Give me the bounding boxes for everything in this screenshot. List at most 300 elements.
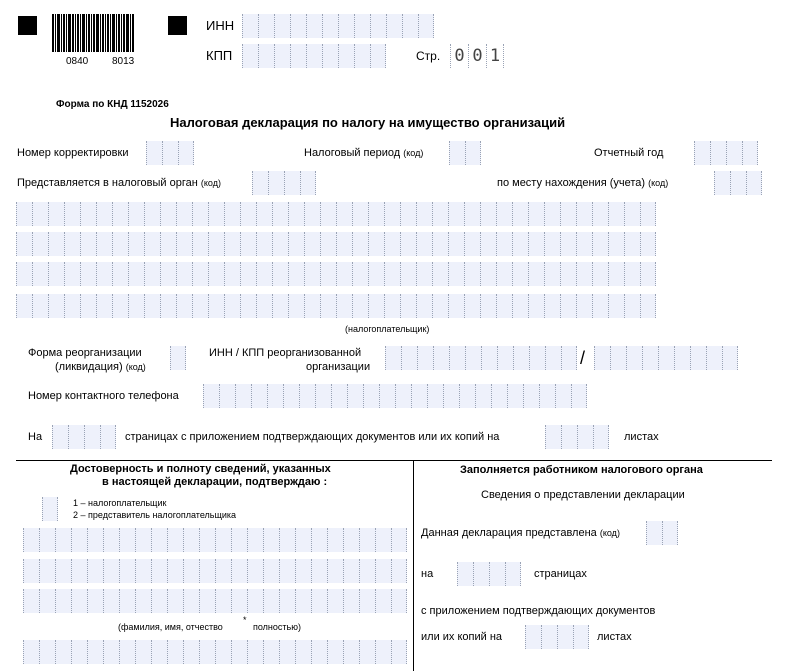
char-cell[interactable] bbox=[714, 171, 730, 195]
char-cell[interactable] bbox=[231, 640, 247, 664]
char-cell[interactable] bbox=[224, 262, 240, 286]
char-cell[interactable] bbox=[658, 346, 674, 370]
char-cell[interactable] bbox=[327, 559, 343, 583]
char-cell[interactable] bbox=[55, 640, 71, 664]
char-cell[interactable] bbox=[32, 262, 48, 286]
char-cell[interactable] bbox=[103, 528, 119, 552]
char-cell[interactable] bbox=[327, 528, 343, 552]
char-cell[interactable] bbox=[240, 262, 256, 286]
char-cell[interactable] bbox=[576, 262, 592, 286]
char-cell[interactable] bbox=[242, 14, 258, 38]
char-cell[interactable] bbox=[359, 528, 375, 552]
char-cell[interactable] bbox=[541, 625, 557, 649]
char-cell[interactable] bbox=[183, 559, 199, 583]
char-cell[interactable] bbox=[192, 202, 208, 226]
char-cell[interactable] bbox=[608, 262, 624, 286]
char-cell[interactable] bbox=[183, 589, 199, 613]
char-cell[interactable] bbox=[96, 232, 112, 256]
char-cell[interactable] bbox=[443, 384, 459, 408]
char-cell[interactable] bbox=[263, 589, 279, 613]
char-cell[interactable] bbox=[119, 559, 135, 583]
char-cell[interactable] bbox=[215, 640, 231, 664]
char-cell[interactable] bbox=[199, 528, 215, 552]
taxpayer-name-row-3[interactable] bbox=[16, 262, 656, 286]
char-cell[interactable] bbox=[545, 346, 561, 370]
char-cell[interactable] bbox=[489, 562, 505, 586]
char-cell[interactable] bbox=[256, 232, 272, 256]
char-cell[interactable] bbox=[306, 14, 322, 38]
char-cell[interactable] bbox=[545, 425, 561, 449]
char-cell[interactable] bbox=[128, 232, 144, 256]
char-cell[interactable] bbox=[39, 528, 55, 552]
char-cell[interactable] bbox=[528, 262, 544, 286]
char-cell[interactable] bbox=[368, 232, 384, 256]
char-cell[interactable] bbox=[42, 497, 58, 521]
kpp-field[interactable] bbox=[242, 44, 386, 68]
char-cell[interactable] bbox=[96, 202, 112, 226]
char-cell[interactable] bbox=[192, 262, 208, 286]
char-cell[interactable] bbox=[433, 346, 449, 370]
char-cell[interactable] bbox=[219, 384, 235, 408]
char-cell[interactable] bbox=[16, 202, 32, 226]
char-cell[interactable] bbox=[119, 640, 135, 664]
char-cell[interactable] bbox=[359, 640, 375, 664]
signer-type-field[interactable] bbox=[42, 497, 58, 521]
char-cell[interactable] bbox=[400, 262, 416, 286]
char-cell[interactable] bbox=[375, 640, 391, 664]
char-cell[interactable] bbox=[432, 262, 448, 286]
char-cell[interactable] bbox=[52, 425, 68, 449]
char-cell[interactable] bbox=[571, 384, 587, 408]
char-cell[interactable] bbox=[183, 640, 199, 664]
char-cell[interactable] bbox=[48, 294, 64, 318]
char-cell[interactable] bbox=[730, 171, 746, 195]
char-cell[interactable] bbox=[199, 589, 215, 613]
char-cell[interactable] bbox=[55, 589, 71, 613]
char-cell[interactable] bbox=[417, 346, 433, 370]
char-cell[interactable] bbox=[315, 384, 331, 408]
char-cell[interactable] bbox=[694, 141, 710, 165]
char-cell[interactable] bbox=[338, 44, 354, 68]
char-cell[interactable] bbox=[640, 294, 656, 318]
char-cell[interactable] bbox=[112, 262, 128, 286]
char-cell[interactable] bbox=[160, 202, 176, 226]
char-cell[interactable] bbox=[80, 262, 96, 286]
char-cell[interactable] bbox=[96, 294, 112, 318]
char-cell[interactable] bbox=[352, 294, 368, 318]
char-cell[interactable] bbox=[80, 232, 96, 256]
char-cell[interactable] bbox=[160, 232, 176, 256]
char-cell[interactable] bbox=[544, 262, 560, 286]
char-cell[interactable] bbox=[151, 640, 167, 664]
char-cell[interactable] bbox=[512, 294, 528, 318]
char-cell[interactable] bbox=[646, 521, 662, 545]
char-cell[interactable] bbox=[411, 384, 427, 408]
char-cell[interactable] bbox=[336, 232, 352, 256]
char-cell[interactable] bbox=[726, 141, 742, 165]
char-cell[interactable] bbox=[162, 141, 178, 165]
char-cell[interactable] bbox=[178, 141, 194, 165]
char-cell[interactable] bbox=[300, 171, 316, 195]
char-cell[interactable] bbox=[480, 232, 496, 256]
char-cell[interactable] bbox=[283, 384, 299, 408]
char-cell[interactable] bbox=[555, 384, 571, 408]
char-cell[interactable] bbox=[256, 262, 272, 286]
char-cell[interactable] bbox=[16, 232, 32, 256]
char-cell[interactable] bbox=[577, 425, 593, 449]
char-cell[interactable] bbox=[480, 294, 496, 318]
char-cell[interactable] bbox=[32, 294, 48, 318]
char-cell[interactable] bbox=[299, 384, 315, 408]
char-cell[interactable] bbox=[480, 262, 496, 286]
char-cell[interactable] bbox=[311, 559, 327, 583]
char-cell[interactable] bbox=[288, 232, 304, 256]
char-cell[interactable] bbox=[208, 294, 224, 318]
char-cell[interactable] bbox=[359, 589, 375, 613]
char-cell[interactable] bbox=[48, 202, 64, 226]
char-cell[interactable] bbox=[352, 262, 368, 286]
char-cell[interactable] bbox=[592, 262, 608, 286]
char-cell[interactable] bbox=[23, 640, 39, 664]
char-cell[interactable] bbox=[274, 14, 290, 38]
char-cell[interactable] bbox=[491, 384, 507, 408]
char-cell[interactable] bbox=[464, 232, 480, 256]
char-cell[interactable] bbox=[322, 44, 338, 68]
char-cell[interactable] bbox=[183, 528, 199, 552]
char-cell[interactable] bbox=[215, 559, 231, 583]
char-cell[interactable] bbox=[496, 202, 512, 226]
char-cell[interactable] bbox=[320, 202, 336, 226]
char-cell[interactable] bbox=[481, 346, 497, 370]
char-cell[interactable] bbox=[449, 141, 465, 165]
char-cell[interactable] bbox=[167, 559, 183, 583]
char-cell[interactable] bbox=[100, 425, 116, 449]
char-cell[interactable] bbox=[274, 44, 290, 68]
char-cell[interactable] bbox=[507, 384, 523, 408]
char-cell[interactable] bbox=[343, 559, 359, 583]
char-cell[interactable] bbox=[224, 232, 240, 256]
char-cell[interactable] bbox=[215, 589, 231, 613]
char-cell[interactable] bbox=[272, 294, 288, 318]
char-cell[interactable] bbox=[626, 346, 642, 370]
char-cell[interactable] bbox=[418, 14, 434, 38]
char-cell[interactable] bbox=[375, 528, 391, 552]
char-cell[interactable] bbox=[594, 346, 610, 370]
char-cell[interactable] bbox=[576, 232, 592, 256]
char-cell[interactable] bbox=[624, 294, 640, 318]
char-cell[interactable] bbox=[256, 294, 272, 318]
char-cell[interactable] bbox=[87, 528, 103, 552]
char-cell[interactable] bbox=[352, 232, 368, 256]
char-cell[interactable] bbox=[746, 171, 762, 195]
char-cell[interactable] bbox=[80, 202, 96, 226]
char-cell[interactable] bbox=[416, 232, 432, 256]
char-cell[interactable] bbox=[624, 262, 640, 286]
char-cell[interactable] bbox=[385, 346, 401, 370]
char-cell[interactable] bbox=[690, 346, 706, 370]
char-cell[interactable] bbox=[71, 528, 87, 552]
char-cell[interactable] bbox=[96, 262, 112, 286]
char-cell[interactable] bbox=[529, 346, 545, 370]
char-cell[interactable] bbox=[560, 262, 576, 286]
char-cell[interactable] bbox=[231, 559, 247, 583]
char-cell[interactable] bbox=[290, 14, 306, 38]
char-cell[interactable] bbox=[199, 640, 215, 664]
char-cell[interactable] bbox=[391, 528, 407, 552]
char-cell[interactable] bbox=[640, 232, 656, 256]
char-cell[interactable] bbox=[112, 294, 128, 318]
char-cell[interactable] bbox=[267, 384, 283, 408]
char-cell[interactable] bbox=[375, 589, 391, 613]
char-cell[interactable] bbox=[432, 202, 448, 226]
char-cell[interactable] bbox=[235, 384, 251, 408]
char-cell[interactable] bbox=[338, 14, 354, 38]
char-cell[interactable] bbox=[457, 562, 473, 586]
char-cell[interactable] bbox=[295, 640, 311, 664]
char-cell[interactable] bbox=[208, 202, 224, 226]
page-number-field[interactable] bbox=[450, 44, 504, 68]
char-cell[interactable] bbox=[432, 232, 448, 256]
char-cell[interactable] bbox=[48, 232, 64, 256]
char-cell[interactable] bbox=[247, 640, 263, 664]
char-cell[interactable] bbox=[32, 202, 48, 226]
char-cell[interactable] bbox=[640, 262, 656, 286]
char-cell[interactable] bbox=[258, 44, 274, 68]
char-cell[interactable] bbox=[80, 294, 96, 318]
char-cell[interactable] bbox=[135, 559, 151, 583]
char-cell[interactable] bbox=[268, 171, 284, 195]
char-cell[interactable] bbox=[561, 346, 577, 370]
reorg-kpp-field[interactable] bbox=[594, 346, 738, 370]
inn-field[interactable] bbox=[242, 14, 434, 38]
char-cell[interactable] bbox=[199, 559, 215, 583]
char-cell[interactable] bbox=[144, 294, 160, 318]
char-cell[interactable] bbox=[306, 44, 322, 68]
char-cell[interactable] bbox=[347, 384, 363, 408]
char-cell[interactable] bbox=[576, 202, 592, 226]
char-cell[interactable] bbox=[304, 294, 320, 318]
char-cell[interactable] bbox=[304, 202, 320, 226]
char-cell[interactable] bbox=[375, 559, 391, 583]
char-cell[interactable] bbox=[23, 528, 39, 552]
char-cell[interactable] bbox=[512, 262, 528, 286]
char-cell[interactable] bbox=[448, 294, 464, 318]
char-cell[interactable] bbox=[176, 294, 192, 318]
char-cell[interactable] bbox=[39, 589, 55, 613]
char-cell[interactable] bbox=[224, 294, 240, 318]
char-cell[interactable] bbox=[176, 232, 192, 256]
char-cell[interactable] bbox=[87, 640, 103, 664]
pages-count-field[interactable] bbox=[52, 425, 116, 449]
char-cell[interactable] bbox=[135, 640, 151, 664]
char-cell[interactable] bbox=[573, 625, 589, 649]
char-cell[interactable] bbox=[208, 262, 224, 286]
char-cell[interactable] bbox=[384, 232, 400, 256]
char-cell[interactable] bbox=[128, 202, 144, 226]
char-cell[interactable] bbox=[151, 589, 167, 613]
char-cell[interactable] bbox=[68, 425, 84, 449]
char-cell[interactable] bbox=[391, 640, 407, 664]
period-field[interactable] bbox=[449, 141, 481, 165]
char-cell[interactable] bbox=[464, 294, 480, 318]
char-cell[interactable] bbox=[416, 294, 432, 318]
char-cell[interactable] bbox=[331, 384, 347, 408]
char-cell[interactable] bbox=[242, 44, 258, 68]
char-cell[interactable] bbox=[473, 562, 489, 586]
char-cell[interactable] bbox=[642, 346, 658, 370]
char-cell[interactable] bbox=[112, 202, 128, 226]
char-cell[interactable] bbox=[464, 262, 480, 286]
char-cell[interactable] bbox=[528, 202, 544, 226]
char-cell[interactable] bbox=[240, 232, 256, 256]
char-cell[interactable] bbox=[247, 559, 263, 583]
char-cell[interactable] bbox=[295, 559, 311, 583]
char-cell[interactable] bbox=[400, 294, 416, 318]
char-cell[interactable] bbox=[608, 294, 624, 318]
char-cell[interactable] bbox=[103, 559, 119, 583]
char-cell[interactable] bbox=[32, 232, 48, 256]
char-cell[interactable] bbox=[279, 640, 295, 664]
char-cell[interactable] bbox=[290, 44, 306, 68]
char-cell[interactable] bbox=[395, 384, 411, 408]
char-cell[interactable] bbox=[496, 232, 512, 256]
char-cell[interactable] bbox=[343, 589, 359, 613]
char-cell[interactable] bbox=[167, 640, 183, 664]
char-cell[interactable] bbox=[512, 202, 528, 226]
char-cell[interactable] bbox=[354, 44, 370, 68]
char-cell[interactable] bbox=[71, 559, 87, 583]
char-cell[interactable] bbox=[64, 294, 80, 318]
char-cell[interactable] bbox=[497, 346, 513, 370]
char-cell[interactable] bbox=[465, 141, 481, 165]
char-cell[interactable] bbox=[402, 14, 418, 38]
char-cell[interactable] bbox=[322, 14, 338, 38]
char-cell[interactable] bbox=[706, 346, 722, 370]
char-cell[interactable] bbox=[592, 232, 608, 256]
char-cell[interactable] bbox=[284, 171, 300, 195]
char-cell[interactable] bbox=[505, 562, 521, 586]
char-cell[interactable] bbox=[327, 589, 343, 613]
char-cell[interactable] bbox=[742, 141, 758, 165]
char-cell[interactable] bbox=[240, 202, 256, 226]
phone-field[interactable] bbox=[203, 384, 587, 408]
char-cell[interactable] bbox=[160, 294, 176, 318]
char-cell[interactable] bbox=[170, 346, 186, 370]
char-cell[interactable] bbox=[391, 589, 407, 613]
char-cell[interactable] bbox=[144, 262, 160, 286]
char-cell[interactable] bbox=[359, 559, 375, 583]
char-cell[interactable] bbox=[368, 262, 384, 286]
char-cell[interactable] bbox=[459, 384, 475, 408]
char-cell[interactable] bbox=[71, 640, 87, 664]
char-cell[interactable] bbox=[496, 294, 512, 318]
char-cell[interactable] bbox=[311, 589, 327, 613]
char-cell[interactable] bbox=[370, 14, 386, 38]
char-cell[interactable] bbox=[465, 346, 481, 370]
char-cell[interactable] bbox=[304, 262, 320, 286]
char-cell[interactable] bbox=[640, 202, 656, 226]
char-cell[interactable] bbox=[496, 262, 512, 286]
char-cell[interactable] bbox=[231, 589, 247, 613]
char-cell[interactable] bbox=[401, 346, 417, 370]
char-cell[interactable] bbox=[135, 528, 151, 552]
char-cell[interactable] bbox=[167, 589, 183, 613]
char-cell[interactable] bbox=[23, 559, 39, 583]
taxpayer-name-row-1[interactable] bbox=[16, 202, 656, 226]
char-cell[interactable] bbox=[525, 625, 541, 649]
char-cell[interactable] bbox=[240, 294, 256, 318]
char-cell[interactable] bbox=[64, 262, 80, 286]
char-cell[interactable] bbox=[71, 589, 87, 613]
char-cell[interactable] bbox=[624, 232, 640, 256]
char-cell[interactable] bbox=[674, 346, 690, 370]
char-cell[interactable] bbox=[592, 294, 608, 318]
char-cell[interactable] bbox=[352, 202, 368, 226]
char-cell[interactable] bbox=[544, 294, 560, 318]
char-cell[interactable] bbox=[427, 384, 443, 408]
char-cell[interactable] bbox=[263, 640, 279, 664]
char-cell[interactable] bbox=[557, 625, 573, 649]
char-cell[interactable] bbox=[272, 232, 288, 256]
char-cell[interactable] bbox=[272, 262, 288, 286]
char-cell[interactable] bbox=[176, 262, 192, 286]
char-cell[interactable] bbox=[608, 202, 624, 226]
taxpayer-name-row-2[interactable] bbox=[16, 232, 656, 256]
char-cell[interactable] bbox=[327, 640, 343, 664]
year-field[interactable] bbox=[694, 141, 758, 165]
char-cell[interactable] bbox=[710, 141, 726, 165]
char-cell[interactable] bbox=[343, 640, 359, 664]
char-cell[interactable] bbox=[272, 202, 288, 226]
char-cell[interactable] bbox=[416, 202, 432, 226]
char-cell[interactable] bbox=[224, 202, 240, 226]
char-cell[interactable] bbox=[135, 589, 151, 613]
char-cell[interactable] bbox=[593, 425, 609, 449]
char-cell[interactable] bbox=[368, 294, 384, 318]
char-cell[interactable] bbox=[119, 589, 135, 613]
fio-row-1[interactable] bbox=[23, 528, 407, 552]
char-cell[interactable] bbox=[343, 528, 359, 552]
char-cell[interactable] bbox=[64, 202, 80, 226]
char-cell[interactable] bbox=[55, 559, 71, 583]
char-cell[interactable] bbox=[560, 202, 576, 226]
char-cell[interactable] bbox=[263, 559, 279, 583]
char-cell[interactable] bbox=[576, 294, 592, 318]
char-cell[interactable] bbox=[336, 202, 352, 226]
char-cell[interactable] bbox=[279, 589, 295, 613]
char-cell[interactable] bbox=[624, 202, 640, 226]
char-cell[interactable] bbox=[84, 425, 100, 449]
location-field[interactable] bbox=[714, 171, 762, 195]
char-cell[interactable] bbox=[560, 294, 576, 318]
right-pages-field[interactable] bbox=[457, 562, 521, 586]
char-cell[interactable] bbox=[400, 202, 416, 226]
char-cell[interactable] bbox=[247, 528, 263, 552]
char-cell[interactable] bbox=[448, 202, 464, 226]
char-cell[interactable] bbox=[151, 559, 167, 583]
char-cell[interactable] bbox=[662, 521, 678, 545]
char-cell[interactable] bbox=[432, 294, 448, 318]
char-cell[interactable] bbox=[320, 262, 336, 286]
char-cell[interactable] bbox=[368, 202, 384, 226]
char-cell[interactable] bbox=[513, 346, 529, 370]
char-cell[interactable] bbox=[176, 202, 192, 226]
char-cell[interactable] bbox=[384, 262, 400, 286]
char-cell[interactable] bbox=[449, 346, 465, 370]
char-cell[interactable] bbox=[247, 589, 263, 613]
char-cell[interactable] bbox=[288, 294, 304, 318]
char-cell[interactable] bbox=[448, 232, 464, 256]
